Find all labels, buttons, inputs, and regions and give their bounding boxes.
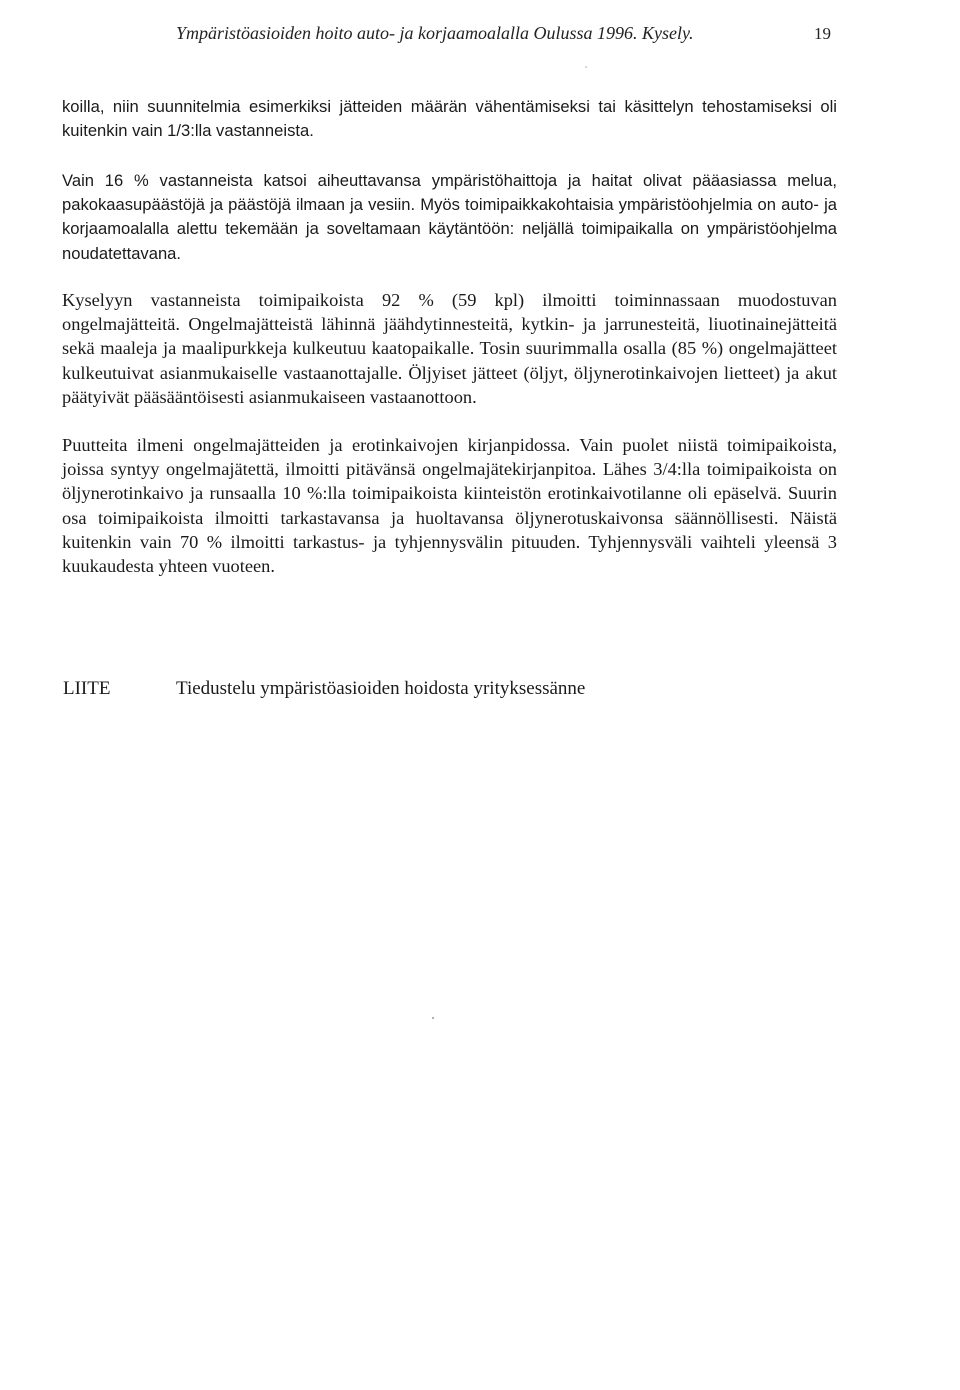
running-header-title: Ympäristöasioiden hoito auto- ja korjaamoalalla Oulussa 1996. Kysely. [176,23,694,43]
appendix-label: LIITE [63,678,111,699]
scan-speck [432,1017,434,1019]
appendix-title: Tiedustelu ympäristöasioiden hoidosta yrityksessänne [176,678,586,699]
scan-speck [585,66,587,68]
paragraph-2: Vain 16 % vastanneista katsoi aiheuttavansa ympäristöhaittoja ja haitat olivat pääasiassa melua, pakokaasupäästöjä ja päästöjä ilmaan ja vesiin. Myös toimipaikkakohtaisia ympäristöohjelmia on auto- ja korjaamoalalla alettu tekemään ja soveltamaan käytäntöön: neljällä toimipaikalla on ympäristöohjelma noudatettavana. [62,171,837,263]
paragraph-3: Kyselyyn vastanneista toimipaikoista 92 % (59 kpl) ilmoitti toiminnassaan muodostuvan ongelmajätteitä. Ongelmajätteistä lähinnä jäähdytinnesteitä, kytkin- ja jarrunesteitä, liuotinainejätteitä sekä maaleja ja maalipurkkeja kulkeutuu kaatopaikalle. Tosin suurimmalla osalla (85 %) ongelmajätteet kulkeutuivat asianmukaiselle vastaanottajalle. Öljyiset jätteet (öljyt, öljynerotinkaivojen lietteet) ja akut päätyivät pääsääntöisesti asianmukaiseen vastaanottoon. [62,290,837,407]
paragraph-4: Puutteita ilmeni ongelmajätteiden ja erotinkaivojen kirjanpidossa. Vain puolet niistä toimipaikoista, joissa syntyy ongelmajätettä, ilmoitti pitävänsä ongelmajätekirjanpitoa. Lähes 3/4:lla toimipaikoista on öljynerotinkaivo ja runsaalla 10 %:lla toimipaikoista kiinteistön erotinkaivotilanne oli epäselvä. Suurin osa toimipaikoista ilmoitti tarkastavansa ja huoltavansa öljynerotuskaivonsa säännöllisesti. Näistä kuitenkin vain 70 % ilmoitti tarkastus- ja tyhjennysvälin pituuden. Tyhjennysväli vaihteli yleensä 3 kuukaudesta yhteen vuoteen. [62,435,837,577]
paragraph-1: koilla, niin suunnitelmia esimerkiksi jätteiden määrän vähentämiseksi tai käsittelyn tehostamiseksi oli kuitenkin vain 1/3:lla vastanneista. [62,97,837,141]
page-number: 19 [814,24,831,43]
